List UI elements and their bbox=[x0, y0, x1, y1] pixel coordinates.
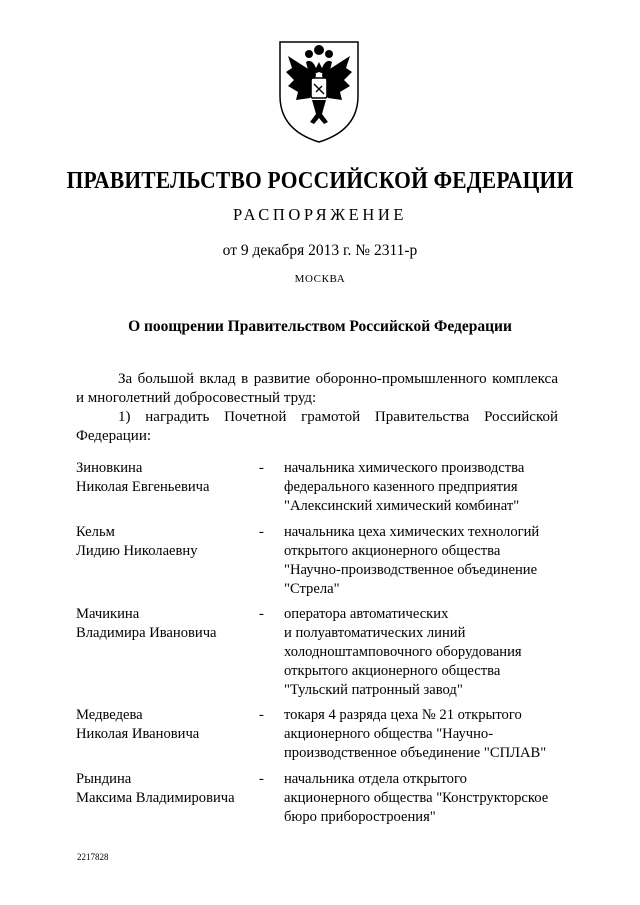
awardee-position: токаря 4 разряда цеха № 21 открытого акционерного общества "Научно- производственное объединение "СПЛАВ" bbox=[284, 707, 547, 761]
intro-line-2: и многолетний добросовестный труд: bbox=[76, 390, 317, 406]
dash-separator: - bbox=[259, 460, 264, 476]
awardee-name: Медведева Николая Ивановича bbox=[76, 707, 200, 742]
intro-line-1: За большой вклад в развитие оборонно-промышленного комплекса bbox=[118, 371, 558, 387]
government-title: ПРАВИТЕЛЬСТВО РОССИЙСКОЙ ФЕДЕРАЦИИ bbox=[66, 166, 574, 194]
awardee-position: начальника химического производства федерального казенного предприятия "Алексинский химический комбинат" bbox=[284, 460, 525, 514]
dash-separator: - bbox=[259, 771, 264, 787]
document-type: РАСПОРЯЖЕНИЕ bbox=[232, 205, 408, 224]
coat-of-arms-icon bbox=[276, 38, 362, 146]
awardee-position: оператора автоматических и полуавтоматических линий холодноштамповочного оборудования открытого акционерного общества "Тульский патронный завод" bbox=[284, 606, 522, 698]
document-subject: О поощрении Правительством Российской Федерации bbox=[128, 318, 512, 335]
dash-separator: - bbox=[259, 707, 264, 723]
city-label: МОСКВА bbox=[294, 273, 346, 285]
awardee-name: Кельм Лидию Николаевну bbox=[76, 524, 198, 559]
item-1-line-1: 1) наградить Почетной грамотой Правительства Российской bbox=[118, 409, 558, 425]
awardee-position: начальника отдела открытого акционерного общества "Конструкторское бюро приборостроения" bbox=[284, 771, 549, 825]
awardee-name: Зиновкина Николая Евгеньевича bbox=[76, 460, 210, 495]
dash-separator: - bbox=[259, 524, 264, 540]
document-code: 2217828 bbox=[77, 852, 109, 862]
awardee-position: начальника цеха химических технологий открытого акционерного общества "Научно-производственное объединение "Стрела" bbox=[284, 524, 540, 597]
awardee-name: Мачикина Владимира Ивановича bbox=[76, 606, 217, 641]
item-1-line-2: Федерации: bbox=[76, 428, 152, 444]
awardee-name: Рындина Максима Владимировича bbox=[76, 771, 235, 806]
dash-separator: - bbox=[259, 606, 264, 622]
date-number-line: от 9 декабря 2013 г. № 2311-р bbox=[222, 242, 418, 259]
